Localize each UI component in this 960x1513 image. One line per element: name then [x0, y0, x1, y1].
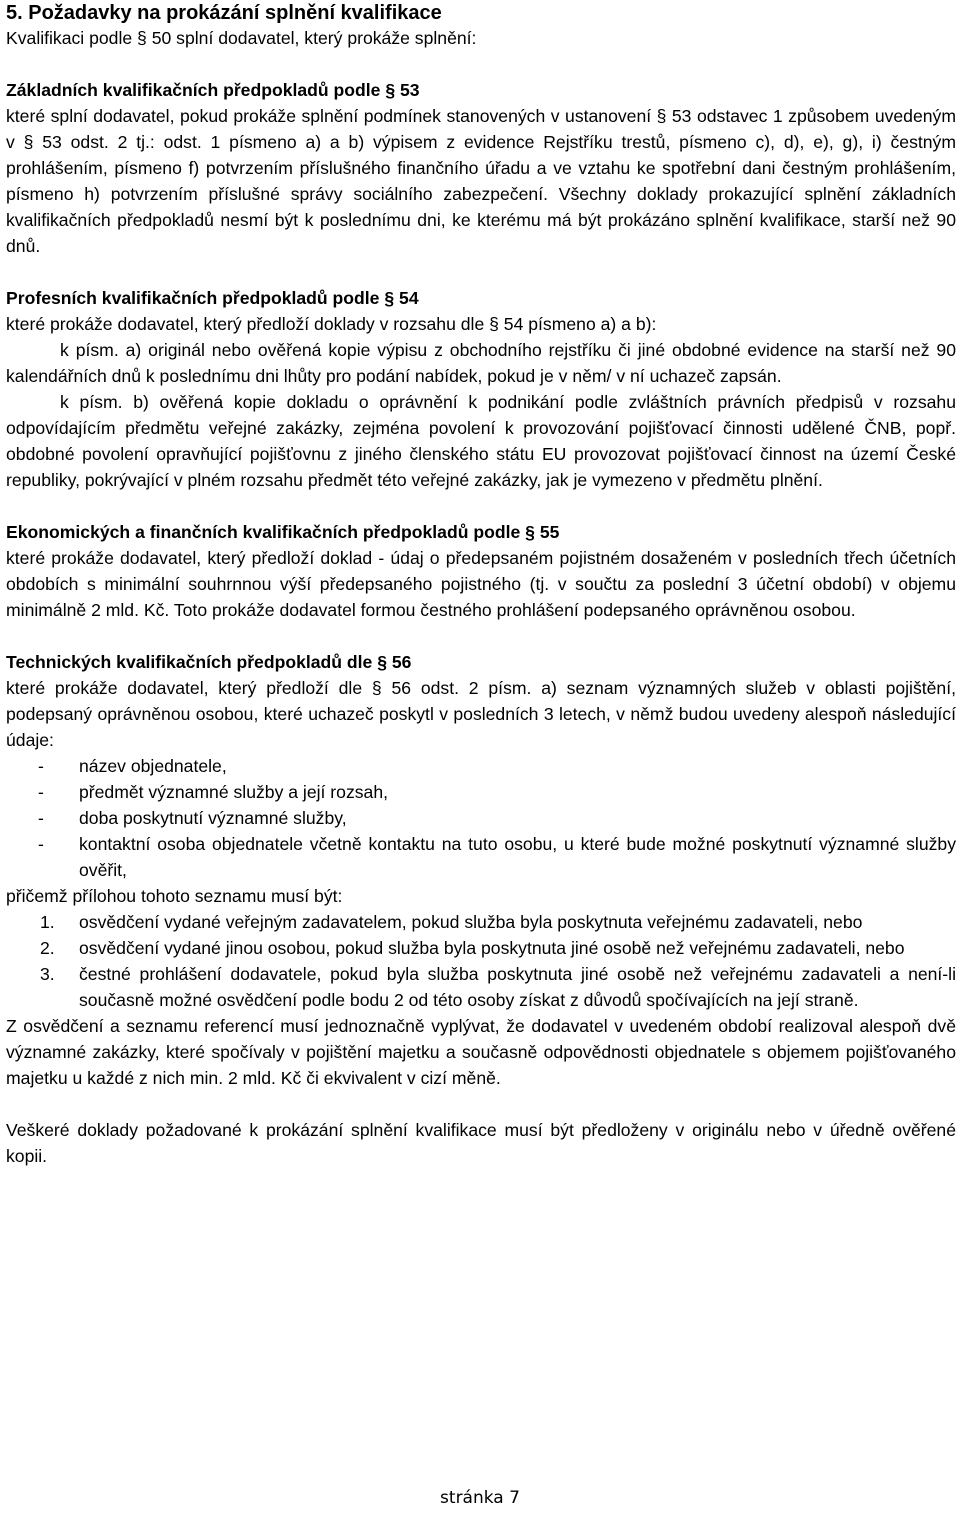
- list-number: 1.: [40, 912, 55, 932]
- list-item: 3. čestné prohlášení dodavatele, pokud byla služba poskytnuta jiné osobě než veřejnému zadavateli a není-li současně možné osvědčení podle bodu 2 od této osoby získat z důvodů spočívajících na její straně.: [6, 961, 956, 1013]
- dash-bullet: -: [38, 756, 44, 776]
- attachment-intro: přičemž přílohou tohoto seznamu musí být:: [6, 886, 343, 906]
- page-number: stránka 7: [440, 1488, 520, 1508]
- professional-paragraph: které prokáže dodavatel, který předloží doklady v rozsahu dle § 54 písmeno a) a b):: [6, 314, 657, 334]
- basic-heading: Základních kvalifikačních předpokladů podle § 53: [6, 80, 420, 100]
- spacer: [6, 259, 956, 285]
- spacer: [6, 51, 956, 77]
- basic-paragraph: které splní dodavatel, pokud prokáže splnění podmínek stanovených v ustanovení § 53 odstavec 1 způsobem uvedeným v § 53 odst. 2 tj.: odst. 1 písmeno a) a b) výpisem z evidence Rejstříku trestů, písmeno c), d), e), g), i) čestným prohlášením, písmeno f) potvrzením příslušného finančního úřadu a ve vztahu ke spotřební dani čestným prohlášením, písmeno h) potvrzením příslušné správy sociálního zabezpečení. Všechny doklady prokazující splnění základních kvalifikačních předpokladů nesmí být k poslednímu dni, ke kterému má být prokázáno splnění kvalifikace, starší než 90 dnů.: [6, 106, 956, 256]
- professional-item-b: k písm. b) ověřená kopie dokladu o oprávnění k podnikání podle zvláštních právních předpisů v rozsahu odpovídajícím předmětu veřejné zakázky, zejména povolení k provozování pojišťovací činnosti udělené ČNB, popř. obdobné povolení opravňující pojišťovnu z jiného členského státu EU provozovat pojišťovací činnost na území České republiky, pokrývající v plném rozsahu předmět této veřejné zakázky, jak je vymezeno v předmětu plnění.: [6, 392, 956, 490]
- list-item: - doba poskytnutí významné služby,: [6, 805, 956, 831]
- final-note: Veškeré doklady požadované k prokázání splnění kvalifikace musí být předloženy v originálu nebo v úředně ověřené kopii.: [6, 1120, 956, 1166]
- document-page: [6, 0, 956, 1169]
- technical-heading: Technických kvalifikačních předpokladů dle § 56: [6, 652, 412, 672]
- dash-list: [6, 753, 956, 883]
- dash-bullet: -: [38, 834, 44, 854]
- list-item: - kontaktní osoba objednatele včetně kontaktu na tuto osobu, u které bude možné poskytnutí významné služby ověřit,: [6, 831, 956, 883]
- list-number: 3.: [40, 964, 55, 984]
- spacer: [6, 493, 956, 519]
- list-item: 1. osvědčení vydané veřejným zadavatelem, pokud služba byla poskytnuta veřejnému zadavateli, nebo: [6, 909, 956, 935]
- list-item: - název objednatele,: [6, 753, 956, 779]
- spacer: [6, 1091, 956, 1117]
- economic-paragraph: které prokáže dodavatel, který předloží doklad - údaj o předepsaném pojistném dosaženém v posledních třech účetních obdobích s minimální souhrnnou výší předepsaného pojistného (tj. v součtu za poslední 3 účetní období) v objemu minimálně 2 mld. Kč. Toto prokáže dodavatel formou čestného prohlášení podepsaného oprávněnou osobou.: [6, 548, 956, 620]
- dash-bullet: -: [38, 782, 44, 802]
- intro-paragraph: Kvalifikaci podle § 50 splní dodavatel, který prokáže splnění:: [6, 28, 477, 48]
- numbered-list: [6, 909, 956, 1013]
- dash-bullet: -: [38, 808, 44, 828]
- section-title: 5. Požadavky na prokázání splnění kvalifikace: [6, 2, 442, 24]
- list-item: - předmět významné služby a její rozsah,: [6, 779, 956, 805]
- economic-heading: Ekonomických a finančních kvalifikačních předpokladů podle § 55: [6, 522, 560, 542]
- professional-heading: Profesních kvalifikačních předpokladů podle § 54: [6, 288, 419, 308]
- spacer: [6, 623, 956, 649]
- list-number: 2.: [40, 938, 55, 958]
- professional-item-a: k písm. a) originál nebo ověřená kopie výpisu z obchodního rejstříku či jiné obdobné evidence na starší než 90 kalendářních dnů k poslednímu dni lhůty pro podání nabídek, pokud je v něm/ v ní uchazeč zapsán.: [6, 340, 956, 386]
- technical-conclusion: Z osvědčení a seznamu referencí musí jednoznačně vyplývat, že dodavatel v uvedeném období realizoval alespoň dvě významné zakázky, které spočívaly v pojištění majetku a současně odpovědnosti objednatele s objemem pojišťovaného majetku u každé z nich min. 2 mld. Kč či ekvivalent v cizí měně.: [6, 1016, 956, 1088]
- list-item: 2. osvědčení vydané jinou osobou, pokud služba byla poskytnuta jiné osobě než veřejnému zadavateli, nebo: [6, 935, 956, 961]
- technical-paragraph: které prokáže dodavatel, který předloží dle § 56 odst. 2 písm. a) seznam významných služeb v oblasti pojištění, podepsaný oprávněnou osobou, které uchazeč poskytl v posledních 3 letech, v němž budou uvedeny alespoň následující údaje:: [6, 678, 956, 750]
